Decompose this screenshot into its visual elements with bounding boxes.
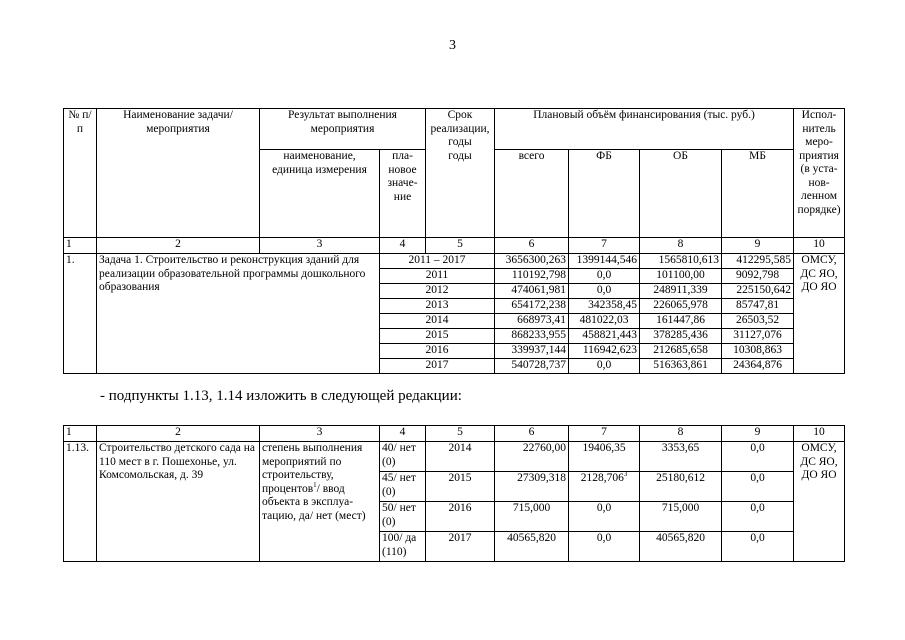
amendment-note: - подпункты 1.13, 1.14 изложить в следующей редакции:: [100, 388, 462, 404]
mb-cell: 0,0: [722, 472, 794, 502]
header-finance: Плановый объём финансирования (тыс. руб.): [495, 109, 794, 150]
header-total: всего: [495, 150, 569, 238]
total-cell: 22760,00: [495, 442, 569, 472]
row-num: 1.13.: [64, 442, 97, 562]
year-cell: 2013: [380, 299, 495, 314]
col-number: 4: [380, 238, 426, 254]
col-number: 7: [569, 238, 640, 254]
total-cell: 654172,238: [495, 299, 569, 314]
ob-cell: 40565,820: [640, 532, 722, 562]
fb-cell: 116942,623: [569, 344, 640, 359]
header-result: Результат выполнения мероприятия: [260, 109, 426, 150]
col-number: 4: [380, 426, 426, 442]
ob-cell: 101100,00: [640, 269, 722, 284]
ob-cell: 378285,436: [640, 329, 722, 344]
col-number: 10: [794, 426, 845, 442]
fb-footnote: 3: [623, 471, 628, 479]
column-number-row: [64, 426, 845, 442]
plan-cell: 40/ нет (0): [380, 442, 426, 472]
fb-cell: [569, 472, 640, 502]
col-number: 6: [495, 238, 569, 254]
total-cell: 27309,318: [495, 472, 569, 502]
ob-cell: 212685,658: [640, 344, 722, 359]
year-cell: 2014: [426, 442, 495, 472]
col-number: 5: [426, 426, 495, 442]
ob-cell: 226065,978: [640, 299, 722, 314]
total-cell: 715,000: [495, 502, 569, 532]
year-cell: 2016: [380, 344, 495, 359]
executor: ОМСУ, ДС ЯО, ДО ЯО: [794, 442, 845, 562]
ob-cell: 3353,65: [640, 442, 722, 472]
page-number: 3: [449, 38, 456, 53]
subitem-table: [63, 425, 845, 562]
fb-cell: 0,0: [569, 269, 640, 284]
mb-cell: 10308,863: [722, 344, 794, 359]
mb-cell: 412295,585: [722, 254, 794, 269]
task-name: Задача 1. Строительство и реконструкция зданий для реализации образовательной программы дошкольного образования: [97, 254, 380, 374]
col-number: 8: [640, 426, 722, 442]
header-mb: МБ: [722, 150, 794, 238]
indicator-footnote: 1: [313, 480, 317, 489]
year-cell: 2014: [380, 314, 495, 329]
year-cell: 2017: [426, 532, 495, 562]
indicator: [260, 442, 380, 562]
col-number: 5: [426, 238, 495, 254]
mb-cell: 31127,076: [722, 329, 794, 344]
fb-cell: 481022,03: [569, 314, 640, 329]
fb-cell: 1399144,546: [569, 254, 640, 269]
col-number: 9: [722, 238, 794, 254]
mb-cell: 0,0: [722, 502, 794, 532]
ob-cell: 516363,861: [640, 359, 722, 374]
col-number: 1: [64, 238, 97, 254]
fb-cell: 0,0: [569, 532, 640, 562]
table-subheader-row: [64, 150, 845, 238]
ob-cell: 161447,86: [640, 314, 722, 329]
year-cell: 2017: [380, 359, 495, 374]
row-num: 1.: [64, 254, 97, 374]
col-number: 10: [794, 238, 845, 254]
fb-cell: 342358,45: [569, 299, 640, 314]
executor: ОМСУ, ДС ЯО, ДО ЯО: [794, 254, 845, 374]
fb-cell: 458821,443: [569, 329, 640, 344]
col-number: 2: [97, 426, 260, 442]
year-cell: 2011: [380, 269, 495, 284]
header-name: Наименование задачи/мероприятия: [97, 109, 260, 150]
mb-cell: 225150,642: [722, 284, 794, 299]
plan-cell: 45/ нет (0): [380, 472, 426, 502]
year-cell: 2012: [380, 284, 495, 299]
mb-cell: 26503,52: [722, 314, 794, 329]
col-number: 2: [97, 238, 260, 254]
total-cell: 668973,41: [495, 314, 569, 329]
year-cell: 2011 – 2017: [380, 254, 495, 269]
col-number: 3: [260, 426, 380, 442]
header-result-name: наименование, единица измерения: [260, 150, 380, 238]
header-executor: Испол- нитель меро- приятия (в уста- нов- ленном порядке): [794, 109, 845, 238]
fb-value: 2128,706: [580, 472, 624, 484]
header-years: годы: [426, 150, 495, 238]
header-result-plan: пла- новое значе- ние: [380, 150, 426, 238]
mb-cell: 0,0: [722, 442, 794, 472]
column-number-row: [64, 238, 845, 254]
mb-cell: 9092,798: [722, 269, 794, 284]
mb-cell: 0,0: [722, 532, 794, 562]
total-cell: 868233,955: [495, 329, 569, 344]
total-cell: 110192,798: [495, 269, 569, 284]
year-cell: 2016: [426, 502, 495, 532]
col-number: 3: [260, 238, 380, 254]
year-cell: 2015: [380, 329, 495, 344]
header-ob: ОБ: [640, 150, 722, 238]
table-row: [64, 442, 845, 472]
col-number: 6: [495, 426, 569, 442]
ob-cell: 248911,339: [640, 284, 722, 299]
col-number: 8: [640, 238, 722, 254]
header-fb: ФБ: [569, 150, 640, 238]
plan-cell: 100/ да (110): [380, 532, 426, 562]
total-cell: 540728,737: [495, 359, 569, 374]
fb-cell: 0,0: [569, 284, 640, 299]
header-term: Срок реализации, годы: [426, 109, 495, 150]
col-number: 7: [569, 426, 640, 442]
item-name: Строительство детского сада на 110 мест в г. Пошехонье, ул. Комсомольская, д. 39: [97, 442, 260, 562]
plan-cell: 50/ нет (0): [380, 502, 426, 532]
total-cell: 40565,820: [495, 532, 569, 562]
fb-cell: 19406,35: [569, 442, 640, 472]
financing-table: [63, 108, 845, 374]
year-cell: 2015: [426, 472, 495, 502]
indicator-text: степень выполнения мероприятий по строительству, процентов: [262, 442, 363, 495]
mb-cell: 24364,876: [722, 359, 794, 374]
mb-cell: 85747,81: [722, 299, 794, 314]
col-number: 9: [722, 426, 794, 442]
ob-cell: 25180,612: [640, 472, 722, 502]
table-header-row: [64, 109, 845, 150]
indicator-text: / ввод объекта в эксплуа- тацию, да/ нет (мест): [262, 482, 366, 522]
total-cell: 3656300,263: [495, 254, 569, 269]
header-num: № п/п: [64, 109, 97, 150]
ob-cell: 1565810,613: [640, 254, 722, 269]
ob-cell: 715,000: [640, 502, 722, 532]
col-number: 1: [64, 426, 97, 442]
fb-cell: 0,0: [569, 502, 640, 532]
fb-cell: 0,0: [569, 359, 640, 374]
table-row: [64, 254, 845, 269]
total-cell: 339937,144: [495, 344, 569, 359]
total-cell: 474061,981: [495, 284, 569, 299]
